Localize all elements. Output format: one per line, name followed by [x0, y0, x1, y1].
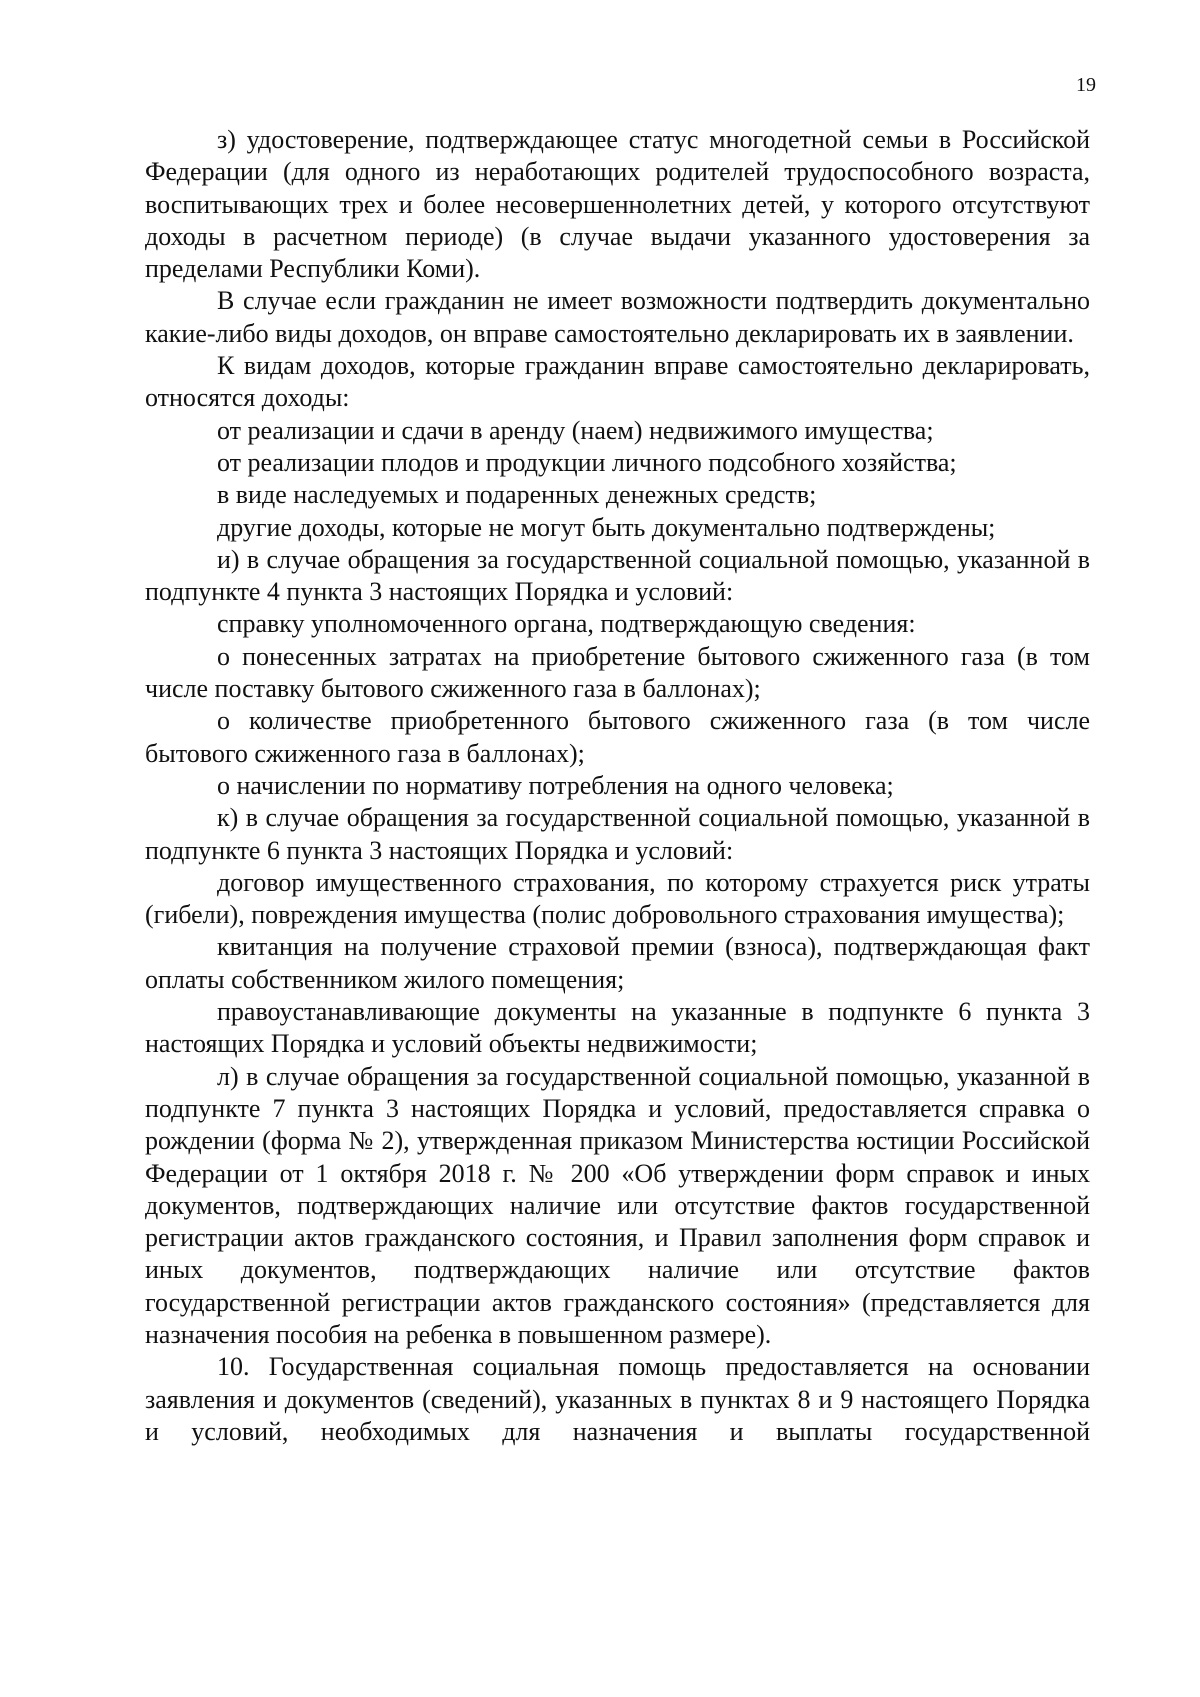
- list-item-gas-quantity: о количестве приобретенного бытового сжиженного газа (в том числе бытового сжиженного газа в баллонах);: [145, 706, 1090, 768]
- list-item-insurance-contract: договор имущественного страхования, по которому страхуется риск утраты (гибели), повреждения имущества (полис добровольного страхования имущества);: [145, 867, 1090, 930]
- list-item-gas-norm: о начислении по нормативу потребления на одного человека;: [217, 770, 894, 800]
- list-item-real-estate: от реализации и сдачи в аренду (наем) недвижимого имущества;: [217, 415, 934, 445]
- paragraph-l-birth-certificate: л) в случае обращения за государственной социальной помощью, указанной в подпункте 7 пункта 3 настоящих Порядка и условий, предоставляется справка о рождении (форма № 2), утвержденная приказом Министерства юстиции Российской Федерации от 1 октября 2018 г. № 200 «Об утверждении форм справок и иных документов, подтверждающих наличие или отсутствие фактов государственной регистрации актов гражданского состояния, и Правил заполнения форм справок и иных документов, подтверждающих наличие или отсутствие фактов государственной регистрации актов гражданского состояния» (представляется для назначения пособия на ребенка в повышенном размере).: [145, 1061, 1090, 1349]
- list-item-other-income: другие доходы, которые не могут быть документально подтверждены;: [217, 512, 996, 542]
- list-item-farm-produce: от реализации плодов и продукции личного подсобного хозяйства;: [217, 447, 957, 477]
- list-item-title-documents: правоустанавливающие документы на указанные в подпункте 6 пункта 3 настоящих Порядка и условий объекты недвижимости;: [145, 997, 1090, 1059]
- page-number: 19: [1076, 74, 1096, 96]
- paragraph-10-grounds: 10. Государственная социальная помощь предоставляется на основании заявления и документов (сведений), указанных в пунктах 8 и 9 настоящего Порядка и условий, необходимых для назначения и выплаты государственной: [145, 1352, 1090, 1446]
- document-body: [145, 124, 1090, 1448]
- list-item-gas-costs: о понесенных затратах на приобретение бытового сжиженного газа (в том числе поставку бытового сжиженного газа в баллонах);: [145, 641, 1090, 704]
- paragraph-income-types: К видам доходов, которые гражданин вправе самостоятельно декларировать, относятся доходы:: [145, 351, 1090, 413]
- paragraph-i-gas-assistance: и) в случае обращения за государственной социальной помощью, указанной в подпункте 4 пункта 3 настоящих Порядка и условий:: [145, 544, 1090, 607]
- paragraph-k-insurance-assistance: к) в случае обращения за государственной социальной помощью, указанной в подпункте 6 пункта 3 настоящих Порядка и условий:: [145, 803, 1090, 865]
- list-item-authority-certificate: справку уполномоченного органа, подтверждающую сведения:: [217, 609, 916, 639]
- list-item-insurance-receipt: квитанция на получение страховой премии (взноса), подтверждающая факт оплаты собственником жилого помещения;: [145, 932, 1090, 994]
- paragraph-declare-income: В случае если гражданин не имеет возможности подтвердить документально какие-либо виды доходов, он вправе самостоятельно декларировать их в заявлении.: [145, 286, 1090, 348]
- list-item-inherited-funds: в виде наследуемых и подаренных денежных средств;: [217, 480, 817, 510]
- paragraph-z-certificate: з) удостоверение, подтверждающее статус многодетной семьи в Российской Федерации (для одного из неработающих родителей трудоспособного возраста, воспитывающих трех и более несовершеннолетних детей, у которого отсутствуют доходы в расчетном периоде) (в случае выдачи указанного удостоверения за пределами Республики Коми).: [145, 125, 1090, 284]
